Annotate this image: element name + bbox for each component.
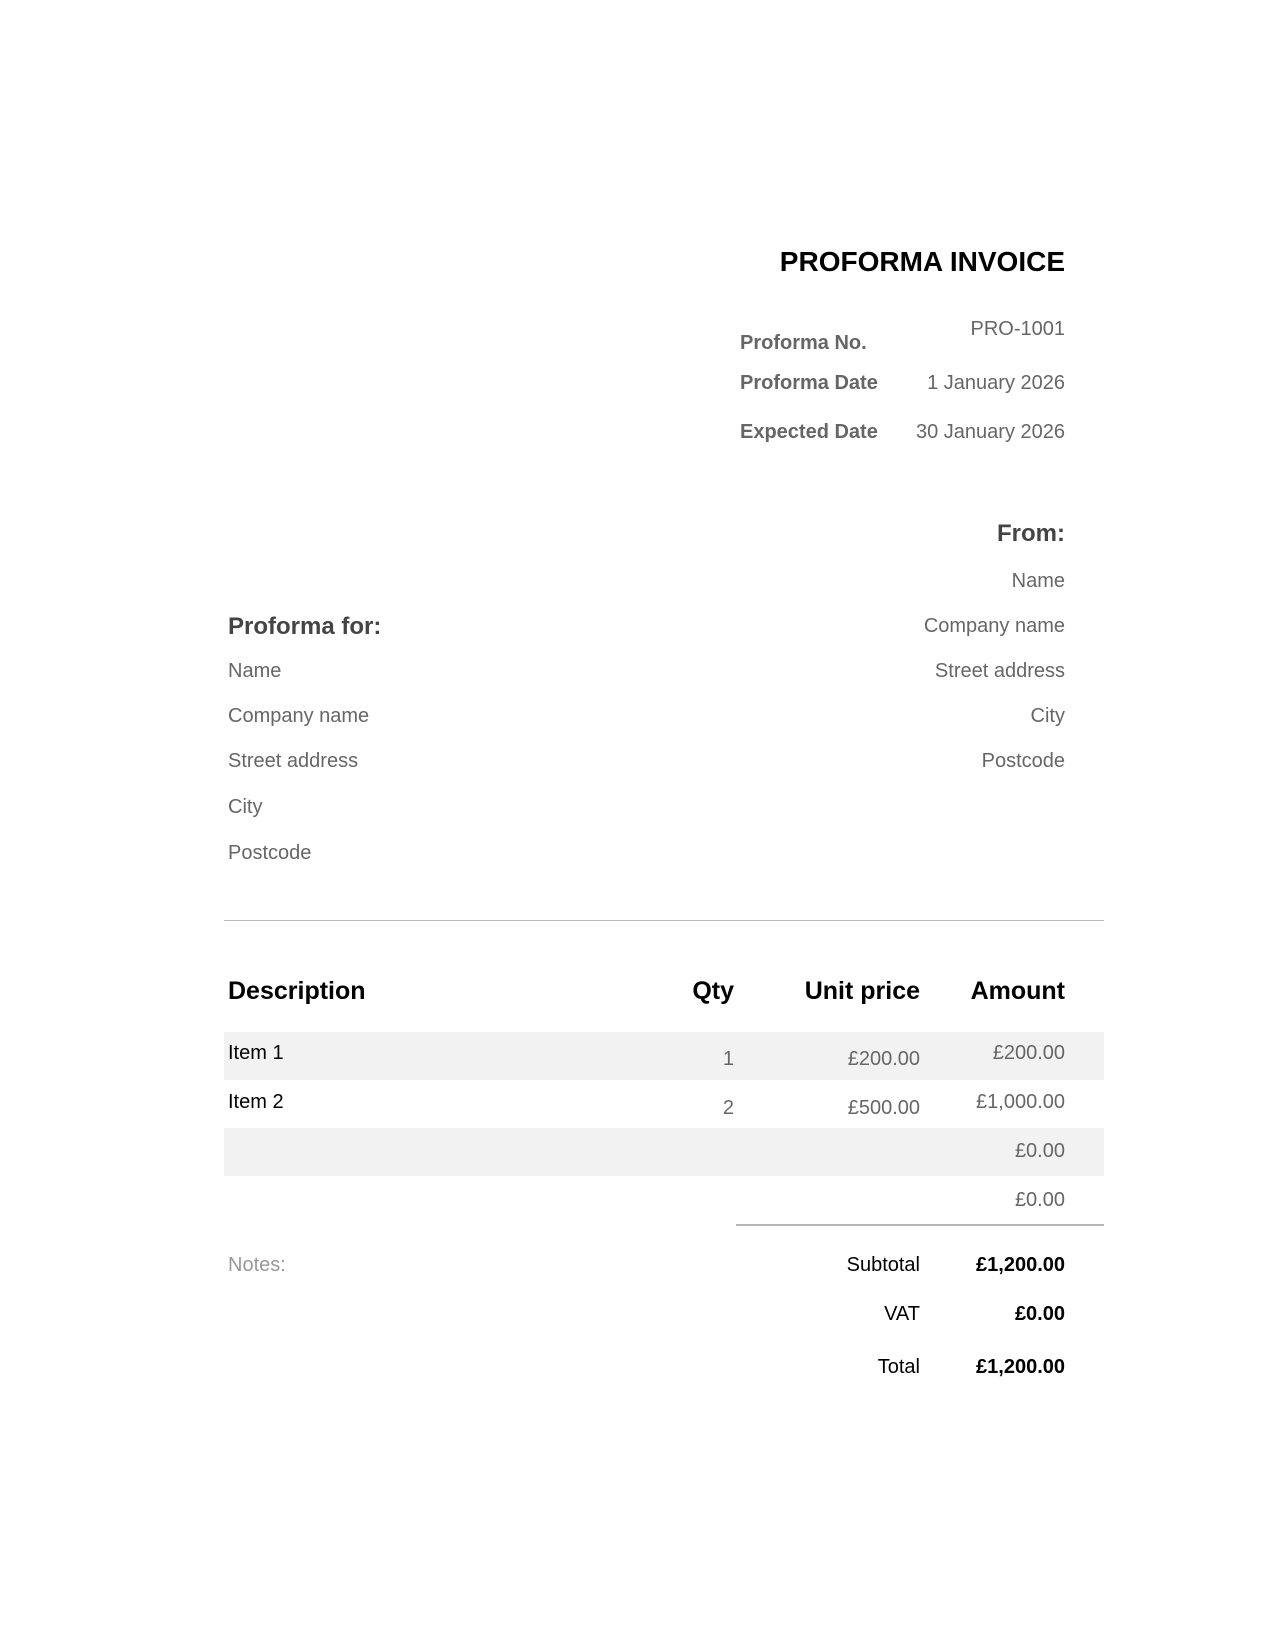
total-value: £1,200.00 — [976, 1356, 1065, 1378]
proforma-date-value: 1 January 2026 — [927, 372, 1065, 394]
from-street: Street address — [934, 660, 1065, 682]
row-2-description: Item 2 — [228, 1091, 284, 1113]
proforma-number-value: PRO-1001 — [970, 318, 1065, 340]
bill-to-postcode: Postcode — [228, 842, 312, 864]
bill-to-street: Street address — [228, 750, 359, 772]
proforma-date-label: Proforma Date — [740, 372, 878, 394]
from-heading: From: — [997, 520, 1065, 547]
row-2-unit-price: £500.00 — [847, 1097, 920, 1119]
subtotal-value: £1,200.00 — [976, 1254, 1065, 1276]
row-1-amount: £200.00 — [992, 1042, 1065, 1064]
row-2-qty: 2 — [722, 1097, 734, 1119]
bill-to-name: Name — [228, 660, 282, 682]
proforma-number-label: Proforma No. — [740, 332, 867, 354]
totals-divider — [736, 1224, 1104, 1226]
row-4-amount: £0.00 — [1014, 1189, 1065, 1211]
table-row — [224, 1128, 1104, 1176]
from-postcode: Postcode — [981, 750, 1065, 772]
row-1-description: Item 1 — [228, 1042, 284, 1064]
total-label: Total — [877, 1356, 920, 1378]
from-company: Company name — [923, 615, 1065, 637]
from-name: Name — [1011, 570, 1065, 592]
vat-label: VAT — [884, 1303, 920, 1325]
expected-date-value: 30 January 2026 — [915, 421, 1065, 443]
notes-label: Notes: — [228, 1254, 286, 1276]
section-divider — [224, 920, 1104, 921]
bill-to-heading: Proforma for: — [228, 613, 382, 640]
vat-value: £0.00 — [1014, 1303, 1065, 1325]
table-row — [224, 1080, 1104, 1128]
row-1-qty: 1 — [722, 1048, 734, 1070]
row-2-amount: £1,000.00 — [976, 1091, 1065, 1113]
table-row — [224, 1032, 1104, 1080]
from-city: City — [1030, 705, 1065, 727]
column-header-description: Description — [228, 977, 366, 1005]
table-row — [224, 1176, 1104, 1224]
bill-to-city: City — [228, 796, 263, 818]
row-3-amount: £0.00 — [1014, 1140, 1065, 1162]
expected-date-label: Expected Date — [740, 421, 878, 443]
column-header-unit-price: Unit price — [804, 977, 920, 1005]
bill-to-company: Company name — [228, 705, 370, 727]
row-1-unit-price: £200.00 — [847, 1048, 920, 1070]
column-header-amount: Amount — [970, 977, 1065, 1005]
document-title: PROFORMA INVOICE — [779, 246, 1065, 277]
column-header-qty: Qty — [692, 977, 734, 1005]
subtotal-label: Subtotal — [846, 1254, 920, 1276]
